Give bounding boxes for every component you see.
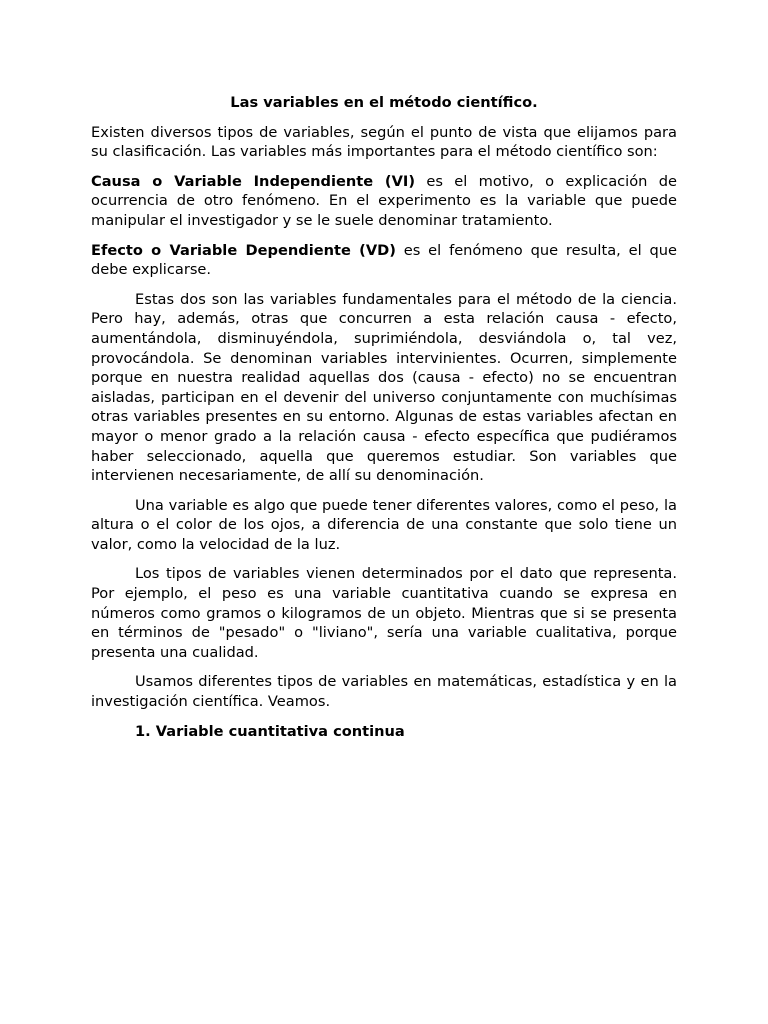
dependent-variable-term: Efecto o Variable Dependiente (VD) <box>91 241 396 259</box>
section-heading-continuous-quantitative: 1. Variable cuantitativa continua <box>135 722 405 740</box>
variable-uses-paragraph: Usamos diferentes tipos de variables en matemáticas, estadística y en la investigación científica. Veamos. <box>91 673 677 711</box>
dependent-variable-text: es el fenómeno que resulta, el que debe explicarse. <box>91 241 678 279</box>
variable-types-paragraph: Los tipos de variables vienen determinados por el dato que representa. Por ejemplo, el peso es una variable cuantitativa cuando se expresa en números como gramos o kilogramos de un objeto. Mientras que si se presenta en términos de "pesado" o "liviano", sería una variable cualitativa, porque presenta una cualidad. <box>91 565 677 661</box>
dependent-variable-paragraph <box>91 241 677 280</box>
variable-definition-paragraph: Una variable es algo que puede tener diferentes valores, como el peso, la altura o el color de los ojos, a diferencia de una constante que solo tiene un valor, como la velocidad de la luz. <box>91 496 677 553</box>
document-page <box>91 93 677 741</box>
independent-variable-term: Causa o Variable Independiente (VI) <box>91 172 415 190</box>
document-title: Las variables en el método científico. <box>230 94 538 111</box>
independent-variable-paragraph <box>91 172 677 231</box>
intro-paragraph: Existen diversos tipos de variables, según el punto de vista que elijamos para su clasificación. Las variables más importantes para el método científico son: <box>91 123 677 161</box>
independent-variable-text: es el motivo, o explicación de ocurrencia de otro fenómeno. En el experimento es la variable que puede manipular el investigador y se le suele denominar tratamiento. <box>91 172 677 229</box>
intervening-variables-paragraph: Estas dos son las variables fundamentales para el método de la ciencia. Pero hay, además, otras que concurren a esta relación causa - efecto, aumentándola, disminuyéndola, suprimiéndola, desviándola o, tal vez, provocándola. Se denominan variables intervinientes. Ocurren, simplemente porque en nuestra realidad aquellas dos (causa - efecto) no se encuentran aisladas, participan en el devenir del universo conjuntamente con muchísimas otras variables presentes en su entorno. Algunas de estas variables afectan en mayor o menor grado a la relación causa - efecto específica que pudiéramos haber seleccionado, aquella que queremos estudiar. Son variables que intervienen necesariamente, de allí su denominación. <box>91 290 677 485</box>
